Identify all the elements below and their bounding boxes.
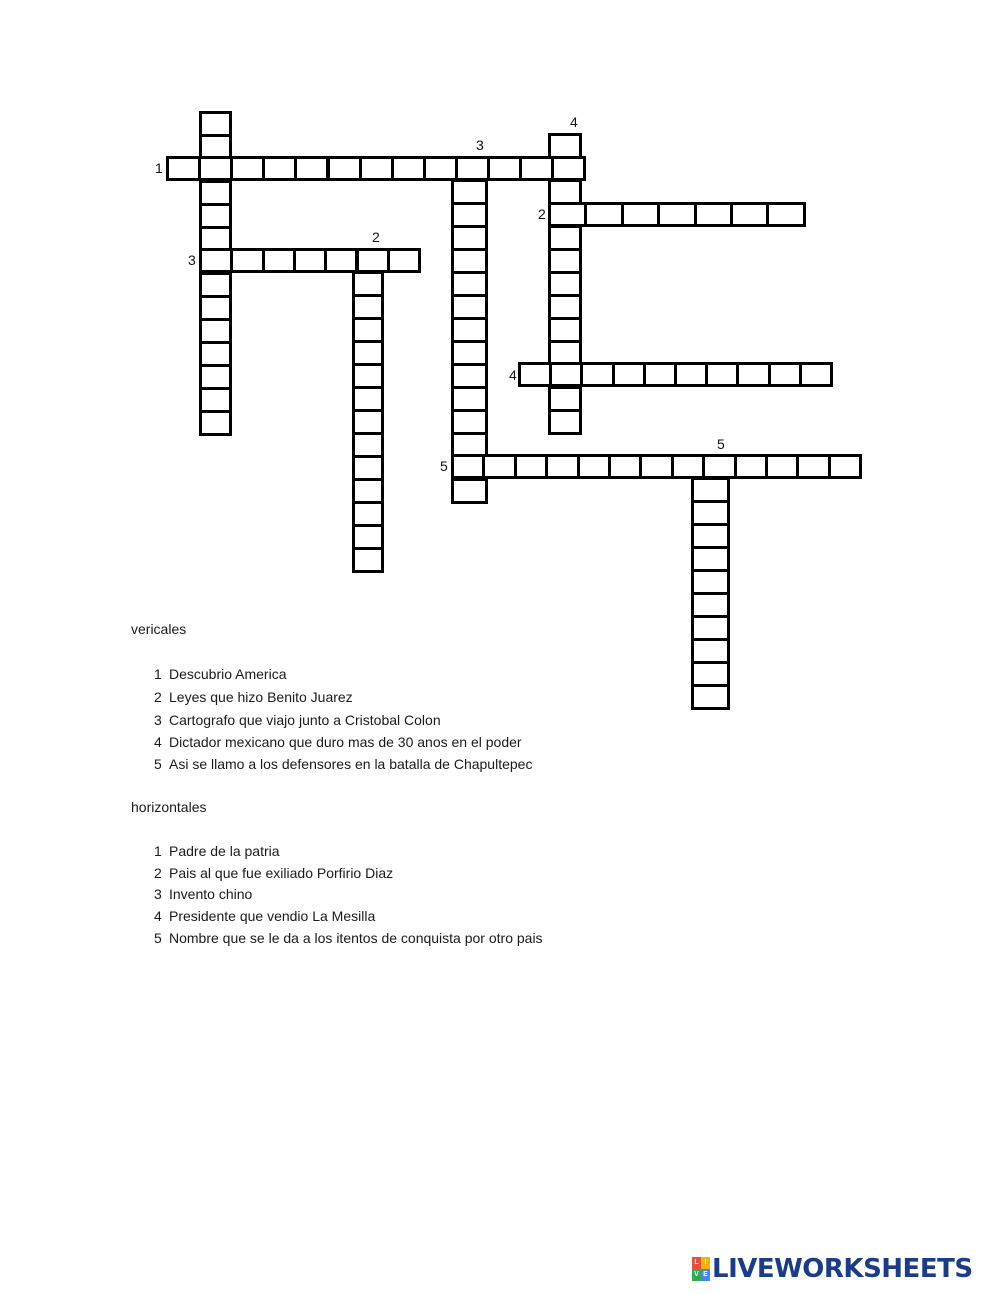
logo-text: LIVEWORKSHEETS: [712, 1254, 973, 1284]
crossword-cell[interactable]: [548, 409, 582, 435]
horizontal-clue-3: [154, 886, 252, 902]
clue-number: 5: [154, 930, 162, 946]
down-clue-number: 2: [372, 229, 380, 245]
clue-text: Dictador mexicano que duro mas de 30 anos en el poder: [169, 734, 522, 750]
across-clue-number: 1: [155, 160, 163, 176]
crossword-cell[interactable]: [451, 478, 488, 504]
vertical-clue-2: [154, 689, 353, 705]
crossword-cell[interactable]: [230, 248, 264, 273]
horizontal-clue-2: [154, 865, 393, 881]
crossword-cell[interactable]: [621, 202, 660, 227]
clue-text: Cartografo que viajo junto a Cristobal Colon: [169, 712, 441, 728]
crossword-cell[interactable]: [518, 362, 552, 387]
crossword-cell[interactable]: [694, 202, 733, 227]
logo-mark-icon: [692, 1257, 710, 1281]
clue-text: Pais al que fue exiliado Porfirio Diaz: [169, 865, 394, 881]
down-clue-number: 4: [570, 114, 578, 130]
crossword-cell[interactable]: [423, 156, 458, 181]
crossword-cell[interactable]: [166, 156, 201, 181]
clue-number: 3: [154, 712, 162, 728]
clue-text: Invento chino: [169, 886, 253, 902]
crossword-cell[interactable]: [705, 362, 739, 387]
crossword-cell[interactable]: [519, 156, 554, 181]
crossword-cell[interactable]: [674, 362, 708, 387]
crossword-cell[interactable]: [828, 454, 862, 479]
verticales-heading: vericales: [131, 621, 187, 637]
crossword-cell[interactable]: [455, 156, 490, 181]
vertical-clue-1: [154, 666, 287, 682]
crossword-cell[interactable]: [671, 454, 705, 479]
logo-mark-letter: I: [701, 1257, 710, 1269]
crossword-cell[interactable]: [324, 248, 358, 273]
clue-number: 5: [154, 756, 162, 772]
horizontales-heading: horizontales: [131, 799, 207, 815]
crossword-cell[interactable]: [548, 202, 587, 227]
crossword-cell[interactable]: [577, 454, 611, 479]
vertical-clue-3: [154, 712, 441, 728]
crossword-cell[interactable]: [514, 454, 548, 479]
crossword-cell[interactable]: [584, 202, 623, 227]
crossword-cell[interactable]: [736, 362, 770, 387]
horizontal-clue-5: [154, 930, 543, 946]
crossword-cell[interactable]: [482, 454, 516, 479]
crossword-cell[interactable]: [199, 248, 233, 273]
crossword-cell[interactable]: [702, 454, 736, 479]
crossword-cell[interactable]: [639, 454, 673, 479]
logo-mark-letter: E: [701, 1269, 710, 1281]
crossword-cell[interactable]: [352, 547, 384, 573]
clue-number: 4: [154, 734, 162, 750]
across-clue-number: 3: [188, 252, 196, 268]
clue-number: 1: [154, 666, 162, 682]
clue-number: 2: [154, 865, 162, 881]
crossword-cell[interactable]: [551, 156, 586, 181]
logo-mark-letter: L: [692, 1257, 701, 1269]
crossword-cell[interactable]: [765, 454, 799, 479]
vertical-clue-4: [154, 734, 522, 750]
clue-number: 4: [154, 908, 162, 924]
crossword-cell[interactable]: [549, 362, 583, 387]
vertical-clue-5: [154, 756, 532, 772]
crossword-cell[interactable]: [608, 454, 642, 479]
crossword-cell[interactable]: [766, 202, 805, 227]
crossword-cell[interactable]: [691, 684, 730, 710]
crossword-cell[interactable]: [391, 156, 426, 181]
clue-number: 2: [154, 689, 162, 705]
clue-text: Asi se llamo a los defensores en la batalla de Chapultepec: [169, 756, 533, 772]
crossword-cell[interactable]: [262, 248, 296, 273]
horizontal-clue-1: [154, 843, 280, 859]
crossword-cell[interactable]: [230, 156, 265, 181]
crossword-cell[interactable]: [294, 156, 329, 181]
crossword-cell[interactable]: [198, 156, 233, 181]
clue-text: Presidente que vendio La Mesilla: [169, 908, 376, 924]
clue-text: Descubrio America: [169, 666, 287, 682]
crossword-cell[interactable]: [768, 362, 802, 387]
crossword-cell[interactable]: [487, 156, 522, 181]
clue-text: Leyes que hizo Benito Juarez: [169, 689, 353, 705]
crossword-cell[interactable]: [356, 248, 390, 273]
down-clue-number: 3: [476, 137, 484, 153]
crossword-cell[interactable]: [293, 248, 327, 273]
crossword-cell[interactable]: [545, 454, 579, 479]
across-clue-number: 5: [440, 458, 448, 474]
crossword-cell[interactable]: [359, 156, 394, 181]
liveworksheets-logo: [692, 1255, 973, 1283]
crossword-cell[interactable]: [262, 156, 297, 181]
crossword-cell[interactable]: [730, 202, 769, 227]
clue-number: 1: [154, 843, 162, 859]
horizontal-clue-4: [154, 908, 375, 924]
crossword-cell[interactable]: [451, 454, 485, 479]
crossword-cell[interactable]: [580, 362, 614, 387]
clue-number: 3: [154, 886, 162, 902]
crossword-cell[interactable]: [657, 202, 696, 227]
crossword-cell[interactable]: [799, 362, 833, 387]
crossword-cell[interactable]: [734, 454, 768, 479]
crossword-cell[interactable]: [199, 410, 232, 436]
crossword-cell[interactable]: [387, 248, 421, 273]
crossword-cell[interactable]: [612, 362, 646, 387]
across-clue-number: 4: [509, 367, 517, 383]
crossword-cell[interactable]: [796, 454, 830, 479]
across-clue-number: 2: [538, 206, 546, 222]
crossword-cell[interactable]: [643, 362, 677, 387]
clue-text: Padre de la patria: [169, 843, 280, 859]
clue-text: Nombre que se le da a los itentos de conquista por otro pais: [169, 930, 543, 946]
crossword-cell[interactable]: [327, 156, 362, 181]
down-clue-number: 5: [717, 436, 725, 452]
logo-mark-letter: V: [692, 1269, 701, 1281]
